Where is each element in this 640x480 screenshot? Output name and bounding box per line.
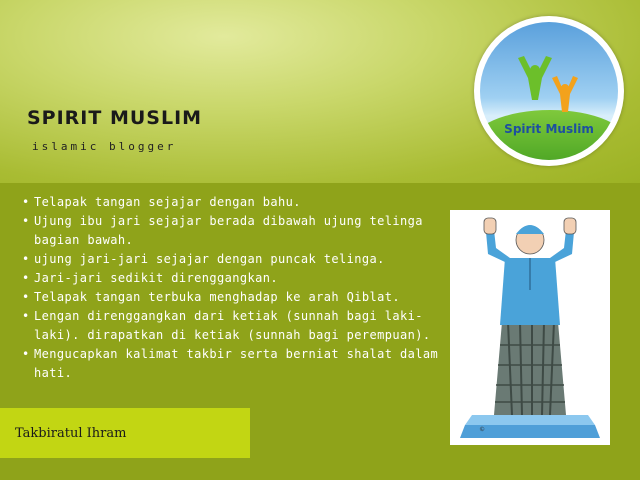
list-item: • Lengan direnggangkan dari ketiak (sunnah bagi laki-laki). dirapatkan di ketiak (sunnah bagi perempuan).	[22, 307, 442, 345]
list-item: • Ujung ibu jari sejajar berada dibawah ujung telinga bagian bawah.	[22, 212, 442, 250]
list-item: • ujung jari-jari sejajar dengan puncak telinga.	[22, 250, 442, 269]
man-praying-takbir-icon	[450, 210, 610, 445]
people-celebrating-icon	[510, 52, 590, 122]
caption-box	[0, 408, 250, 458]
svg-text:©: ©	[478, 425, 487, 434]
logo[interactable]	[474, 16, 624, 166]
logo-text: Spirit Muslim	[504, 122, 594, 136]
instruction-list	[22, 193, 442, 383]
image-caption: Takbiratul Ihram	[15, 426, 127, 441]
list-item: • Mengucapkan kalimat takbir serta berniat shalat dalam hati.	[22, 345, 442, 383]
prayer-illustration	[450, 210, 610, 445]
site-title[interactable]: SPIRIT MUSLIM	[27, 107, 203, 129]
list-item: • Jari-jari sedikit direnggangkan.	[22, 269, 442, 288]
list-item: • Telapak tangan sejajar dengan bahu.	[22, 193, 442, 212]
site-subtitle: islamic blogger	[32, 140, 177, 153]
header-banner	[0, 0, 640, 183]
list-item: • Telapak tangan terbuka menghadap ke arah Qiblat.	[22, 288, 442, 307]
logo-inner	[480, 22, 618, 160]
